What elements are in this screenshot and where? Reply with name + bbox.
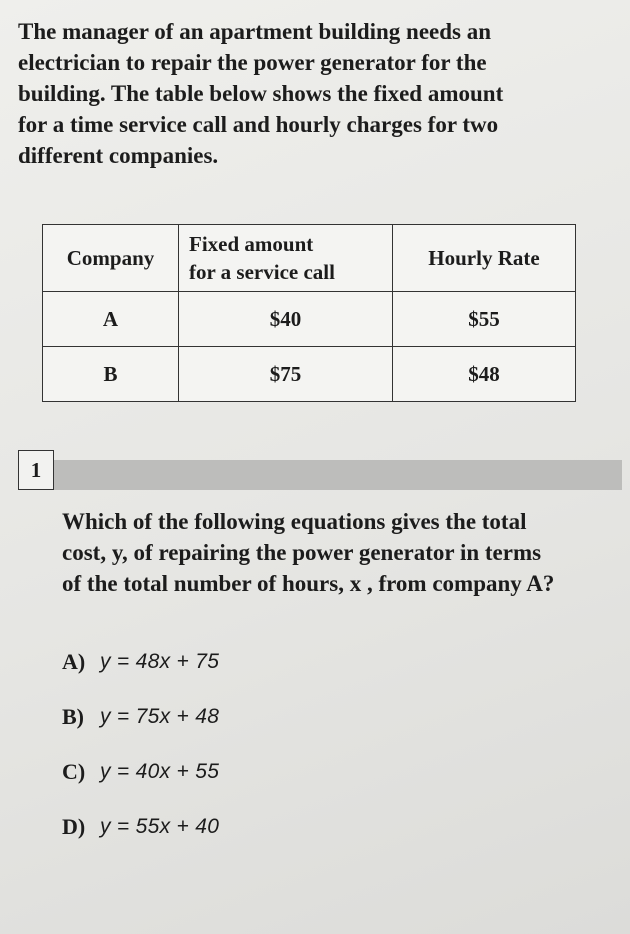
header-company: Company (43, 225, 179, 292)
table-row (43, 292, 576, 347)
question-line: cost, y, of repairing the power generator in terms (62, 540, 542, 565)
header-hourly-rate: Hourly Rate (393, 225, 576, 292)
choice-letter: B) (62, 704, 84, 729)
rates-table (42, 224, 576, 402)
cell-company: B (43, 347, 179, 402)
table-header-row (43, 225, 576, 292)
intro-line: electrician to repair the power generator for the (18, 50, 487, 75)
cell-fixed: $40 (179, 292, 393, 347)
answer-choice-b[interactable] (62, 701, 219, 733)
intro-line: different companies. (18, 143, 219, 168)
question-number: 1 (18, 450, 54, 490)
cell-fixed: $75 (179, 347, 393, 402)
cell-hourly: $48 (393, 347, 576, 402)
choice-letter: D) (62, 814, 86, 839)
question-header-bar (14, 450, 622, 490)
intro-line: for a time service call and hourly charges for two (18, 112, 499, 137)
choice-equation: y = 55x + 40 (100, 815, 220, 838)
choice-equation: y = 48x + 75 (100, 650, 220, 673)
question-text (62, 506, 622, 599)
header-fixed-amount (179, 225, 393, 292)
choice-equation: y = 75x + 48 (100, 705, 220, 728)
answer-choice-c[interactable] (62, 756, 219, 788)
question-line: of the total number of hours, x , from company A? (62, 571, 555, 596)
answer-choice-d[interactable] (62, 811, 219, 843)
header-fixed-line2: for a service call (189, 260, 335, 284)
question-header-stripe (54, 460, 622, 490)
intro-line: building. The table below shows the fixed amount (18, 81, 504, 106)
choice-equation: y = 40x + 55 (100, 760, 220, 783)
choice-letter: C) (62, 759, 86, 784)
answer-choice-a[interactable] (62, 646, 219, 678)
cell-company: A (43, 292, 179, 347)
table-row (43, 347, 576, 402)
choice-letter: A) (62, 649, 86, 674)
header-fixed-line1: Fixed amount (189, 232, 314, 256)
intro-paragraph (18, 16, 608, 171)
intro-line: The manager of an apartment building needs an (18, 19, 492, 44)
question-line: Which of the following equations gives the total (62, 509, 527, 534)
cell-hourly: $55 (393, 292, 576, 347)
